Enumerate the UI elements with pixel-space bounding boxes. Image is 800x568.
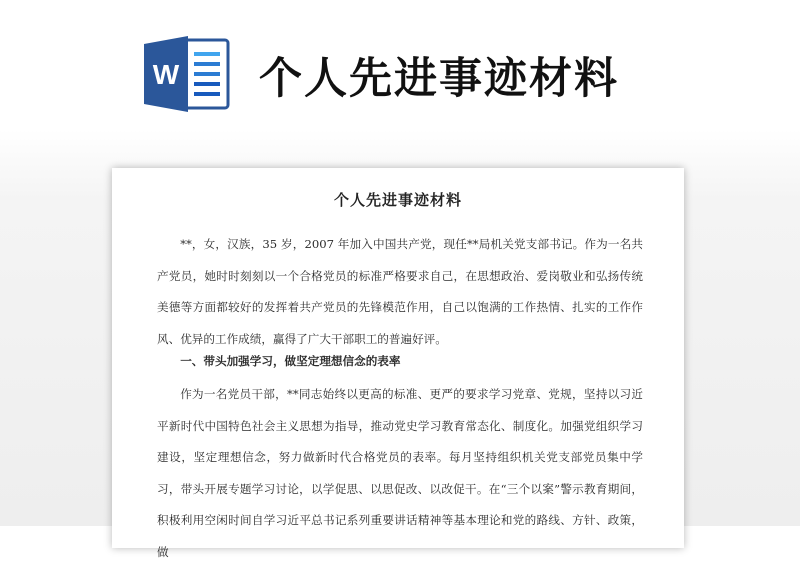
header-title: 个人先进事迹材料 [259, 54, 619, 104]
document-page [112, 168, 684, 559]
word-icon-letter: W [152, 59, 180, 90]
document-title: 个人先进事迹材料 [333, 191, 462, 209]
word-document-icon [142, 34, 232, 114]
header-banner [0, 0, 800, 150]
intro-paragraph: **，女，汉族，35 岁，2007 年加入中国共产党，现任**局机关党支部书记。作为一名共产党员，她时时刻刻以一个合格党员的标准严格要求自己，在思想政治、爱岗敬业和弘扬传统美德等方面都较好的发挥着共产党员的先锋模范作用，自己以饱满的工作热情、扎实的工作作风、优异的工作成绩，赢得了广大干部职工的普遍好评。 [157, 237, 643, 346]
section-heading: 一、带头加强学习，做坚定理想信念的表率 [180, 354, 401, 368]
section-paragraph: 作为一名党员干部，**同志始终以更高的标准、更严的要求学习党章、党规，坚持以习近平新时代中国特色社会主义思想为指导，推动党史学习教育常态化、制度化。加强党组织学习建设，坚定理想信念，努力做新时代合格党员的表率。每月坚持组织机关党支部党员集中学习，带头开展专题学习讨论，以学促思、以思促改、以改促干。在“三个以案”警示教育期间，积极利用空闲时间自学习近平总书记系列重要讲话精神等基本理论和党的路线、方针、政策，做 [157, 387, 643, 559]
